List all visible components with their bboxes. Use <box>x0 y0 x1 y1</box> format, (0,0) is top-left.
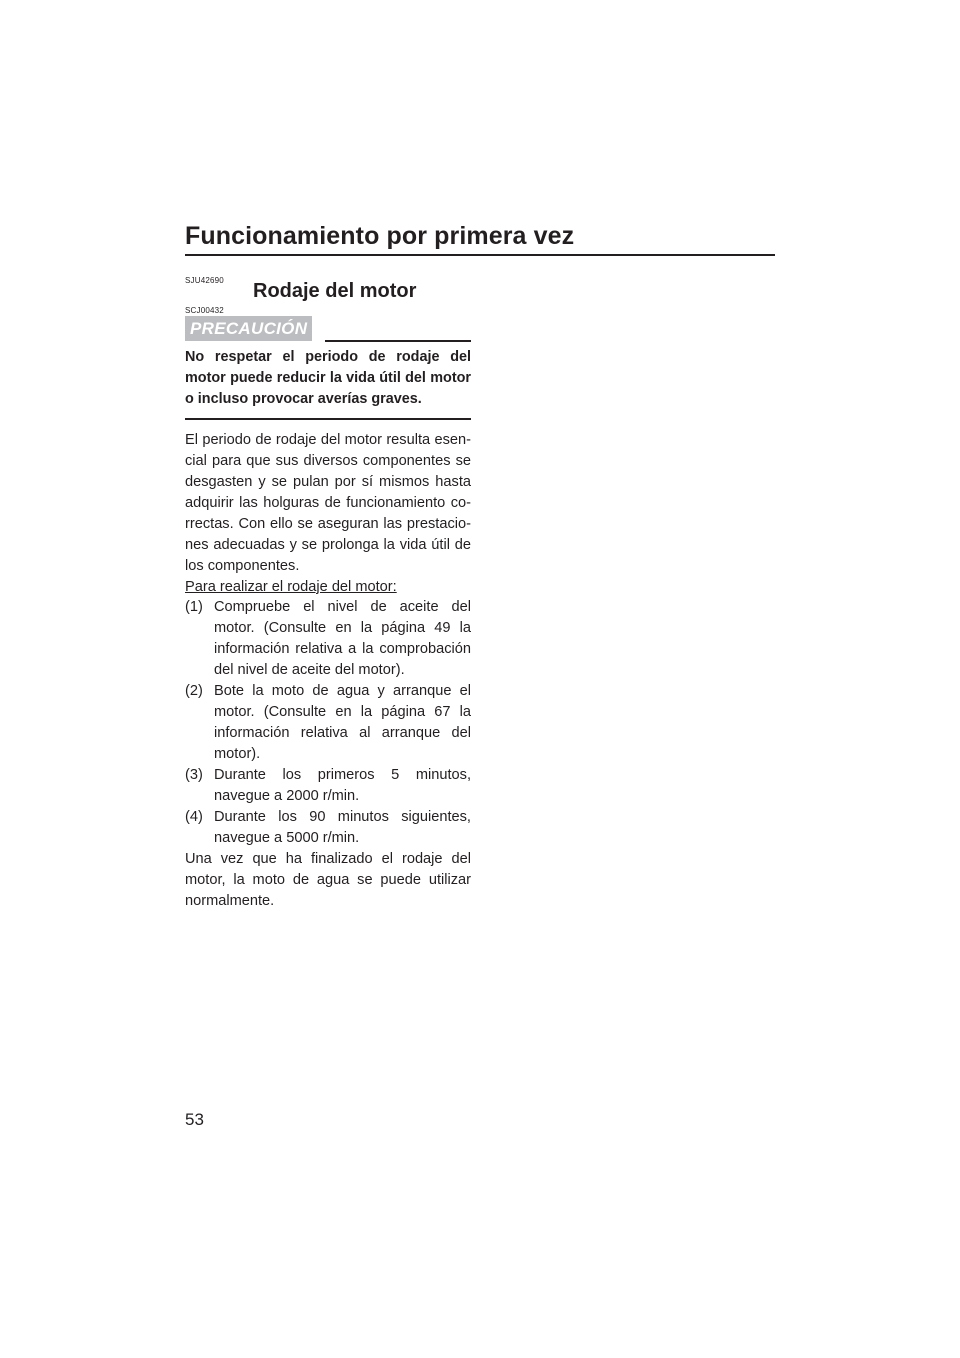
step-number: (2) <box>185 683 203 699</box>
step-text: Compruebe el nivel de aceite del motor. (Consulte en la página 49 la información relativa a la comprobación del nivel de aceite del motor). <box>214 599 471 678</box>
step-text: Bote la moto de agua y arranque el motor. (Consulte en la página 67 la información relativa al arranque del motor). <box>214 683 471 762</box>
step-item <box>185 597 471 681</box>
closing-paragraph: Una vez que ha finalizado el rodaje del motor, la moto de agua se puede utilizar normalmente. <box>185 851 471 909</box>
content-column <box>185 274 471 912</box>
step-item <box>185 681 471 765</box>
procedure-heading: Para realizar el rodaje del motor: <box>185 579 397 595</box>
header-rule <box>185 254 775 256</box>
caution-header <box>185 316 471 344</box>
step-item <box>185 807 471 849</box>
step-item <box>185 765 471 807</box>
step-text: Durante los primeros 5 minutos, navegue a 2000 r/min. <box>214 767 471 804</box>
step-number: (1) <box>185 599 203 615</box>
page-number: 53 <box>185 1110 204 1129</box>
steps-list <box>185 597 471 849</box>
caution-top-rule <box>325 340 471 342</box>
caution-code: SCJ00432 <box>185 306 224 315</box>
section-code: SJU42690 <box>185 276 224 285</box>
step-text: Durante los 90 minutos siguientes, navegue a 5000 r/min. <box>214 809 471 846</box>
caution-bottom-rule <box>185 418 471 420</box>
caution-badge: PRECAUCIÓN <box>185 316 312 341</box>
caution-text: No respetar el periodo de rodaje del motor puede reducir la vida útil del motor o incluso provocar averías graves. <box>185 349 471 407</box>
page-header-title: Funcionamiento por primera vez <box>185 222 575 250</box>
step-number: (4) <box>185 809 203 825</box>
section-title: Rodaje del motor <box>253 280 417 302</box>
step-number: (3) <box>185 767 203 783</box>
section-heading <box>185 274 471 304</box>
intro-paragraph: El periodo de rodaje del motor resulta esencial para que sus diversos componentes se desgasten y se pulan por sí mismos hasta adquirir las holguras de funcionamiento correctas. Con ello se aseguran las prestaciones adecuadas y se prolonga la vida útil de los componentes. <box>185 432 471 574</box>
